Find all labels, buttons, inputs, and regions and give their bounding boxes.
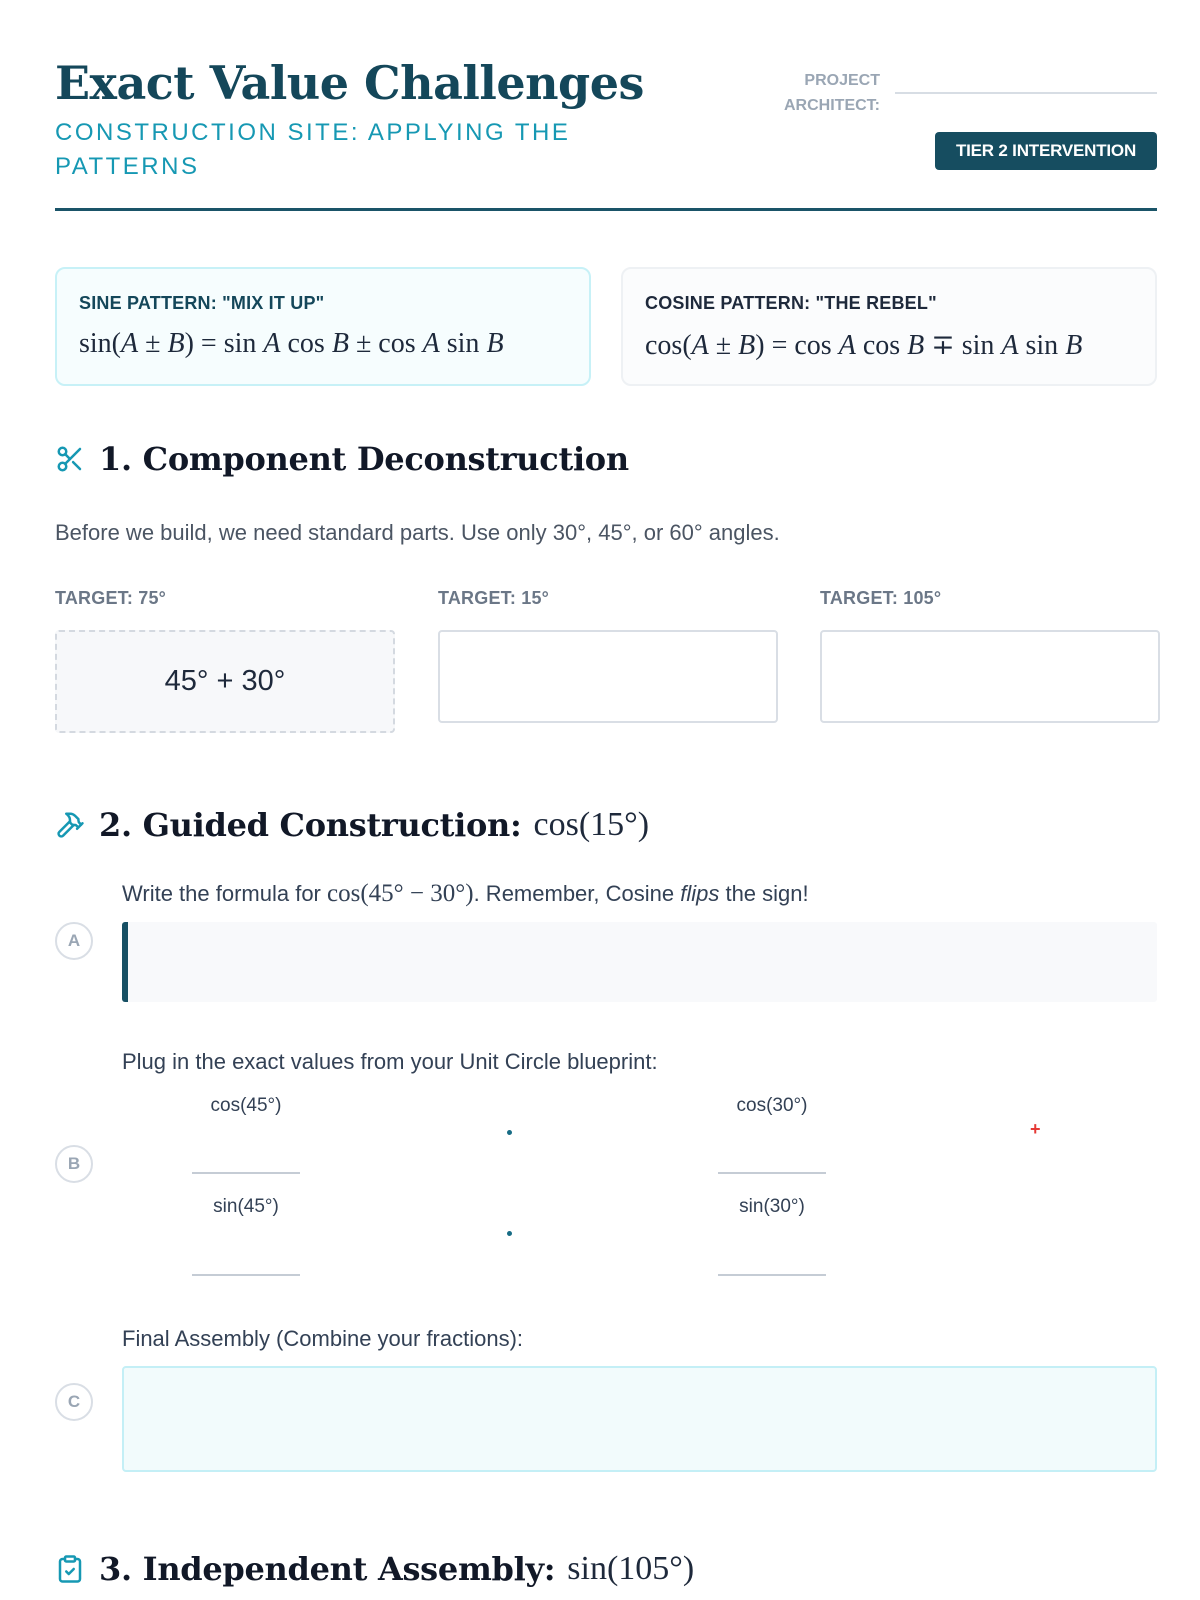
- hammer-icon: [55, 810, 85, 840]
- multiply-dot: [507, 1130, 512, 1135]
- multiply-dot: [507, 1231, 512, 1236]
- sine-pattern-formula: sin(A ± B) = sin A cos B ± cos A sin B: [79, 328, 504, 359]
- section-1-heading: [55, 440, 629, 478]
- cos30-label: cos(30°): [736, 1095, 808, 1116]
- target-answer-105-input[interactable]: [820, 630, 1160, 723]
- section-3-math: sin(105°): [567, 1550, 695, 1587]
- sin30-label: sin(30°): [739, 1196, 805, 1217]
- step-c-answer-input[interactable]: [122, 1366, 1157, 1472]
- section-1-title: 1. Component Deconstruction: [99, 440, 629, 478]
- section-3-heading: [55, 1550, 694, 1588]
- target-answer-75: 45° + 30°: [55, 630, 395, 733]
- target-label-105: TARGET: 105°: [820, 588, 942, 608]
- header-divider: [55, 208, 1157, 211]
- sin30-answer-line[interactable]: [718, 1274, 826, 1276]
- cosine-pattern-formula: cos(A ± B) = cos A cos B ∓ sin A sin B: [645, 330, 1083, 361]
- target-label-75: TARGET: 75°: [55, 588, 167, 608]
- step-c-badge: C: [55, 1383, 93, 1421]
- step-b-instruction: Plug in the exact values from your Unit Circle blueprint:: [122, 1049, 658, 1074]
- clipboard-check-icon: [55, 1554, 85, 1584]
- step-a-answer-input[interactable]: [122, 922, 1157, 1002]
- scissors-icon: [55, 444, 85, 474]
- operator-sign: +: [1030, 1119, 1041, 1139]
- page-subtitle: CONSTRUCTION SITE: APPLYING THE PATTERNS: [55, 119, 571, 180]
- cos45-label: cos(45°): [210, 1095, 282, 1116]
- step-c-instruction: Final Assembly (Combine your fractions):: [122, 1326, 524, 1351]
- cosine-pattern-title: COSINE PATTERN: "THE REBEL": [645, 293, 937, 313]
- section-2-title: 2. Guided Construction:: [99, 806, 522, 844]
- sine-pattern-card: [55, 267, 591, 386]
- section-2-heading: [55, 806, 649, 844]
- tier-badge: TIER 2 INTERVENTION: [935, 132, 1157, 170]
- step-b-badge: B: [55, 1145, 93, 1183]
- section-2-math: cos(15°): [533, 806, 650, 843]
- cos45-answer-line[interactable]: [192, 1172, 300, 1174]
- project-architect-field[interactable]: [895, 92, 1157, 94]
- project-architect-label: PROJECT ARCHITECT:: [784, 72, 880, 114]
- sin45-answer-line[interactable]: [192, 1274, 300, 1276]
- cos30-answer-line[interactable]: [718, 1172, 826, 1174]
- target-answer-15-input[interactable]: [438, 630, 778, 723]
- cosine-pattern-card: [621, 267, 1157, 386]
- step-a-badge: A: [55, 922, 93, 960]
- sine-pattern-title: SINE PATTERN: "MIX IT UP": [79, 293, 325, 313]
- step-a-instruction: Write the formula for cos(45° − 30°). Remember, Cosine flips the sign!: [122, 880, 809, 907]
- target-label-15: TARGET: 15°: [438, 588, 550, 608]
- sin45-label: sin(45°): [213, 1196, 279, 1217]
- page-title: Exact Value Challenges: [55, 56, 644, 110]
- section-1-intro: Before we build, we need standard parts. Use only 30°, 45°, or 60° angles.: [55, 520, 780, 545]
- section-3-title: 3. Independent Assembly:: [99, 1550, 556, 1588]
